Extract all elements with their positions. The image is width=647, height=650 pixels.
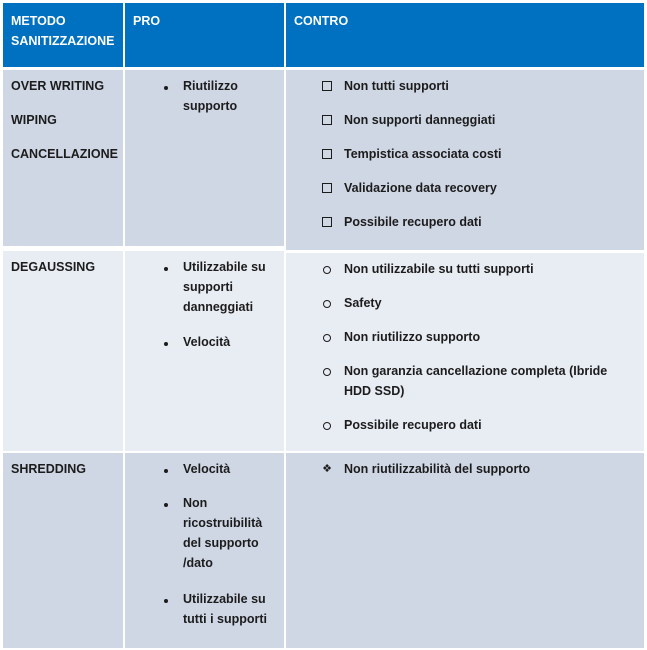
- row-shredding-pro-cell: [125, 453, 284, 648]
- pro-item-text: Velocità: [183, 335, 231, 349]
- contro-item-text: Validazione data recovery: [344, 181, 497, 195]
- method-label: CANCELLAZIONE: [11, 147, 118, 161]
- pro-item-text: Non: [183, 496, 208, 510]
- contro-item-text: Tempistica associata costi: [344, 147, 502, 161]
- pro-item-text: Velocità: [183, 462, 231, 476]
- contro-item: [320, 76, 449, 96]
- checkbox-square-icon: [322, 115, 332, 125]
- checkbox-square-icon: [322, 81, 332, 91]
- row-overwriting-method-cell: [3, 70, 123, 246]
- header-contro: CONTRO: [294, 14, 349, 28]
- method-label: SHREDDING: [11, 462, 87, 476]
- row-shredding-contro-cell: [286, 453, 644, 648]
- pro-item: [159, 459, 230, 479]
- pro-item-text: ricostruibilità: [183, 516, 263, 530]
- checkbox-square-icon: [322, 183, 332, 193]
- hollow-circle-icon: [323, 334, 331, 342]
- contro-item-text: Non riutilizzabilità del supporto: [344, 462, 531, 476]
- contro-item: [320, 178, 497, 198]
- header-pro-cell: [125, 3, 284, 67]
- header-pro: PRO: [133, 14, 161, 28]
- contro-item-text: Non tutti supporti: [344, 79, 449, 93]
- contro-item-text: HDD SSD): [344, 384, 405, 398]
- header-contro-cell: [286, 3, 644, 67]
- method-label: OVER WRITING: [11, 79, 105, 93]
- row-shredding-method-cell: [3, 453, 123, 648]
- hollow-circle-icon: [323, 422, 331, 430]
- four-diamond-icon: ❖: [322, 463, 332, 475]
- contro-item: [320, 293, 382, 313]
- row-overwriting-pro-cell: [125, 70, 284, 246]
- bullet-dot-icon: [164, 86, 168, 90]
- pro-item-text: /dato: [183, 556, 213, 570]
- pro-item: [159, 257, 266, 317]
- method-label: DEGAUSSING: [11, 260, 96, 274]
- header-metodo-cell: [3, 3, 123, 67]
- contro-item: [320, 327, 480, 347]
- bullet-dot-icon: [164, 599, 168, 603]
- method-label: WIPING: [11, 113, 57, 127]
- contro-item: [320, 459, 530, 479]
- header-metodo-line: METODO: [11, 14, 66, 28]
- contro-item-text: Possibile recupero dati: [344, 215, 482, 229]
- contro-item-text: Possibile recupero dati: [344, 418, 482, 432]
- contro-item-text: Non utilizzabile su tutti supporti: [344, 262, 534, 276]
- row-degaussing-pro-cell: [125, 251, 284, 451]
- pro-item: [159, 493, 262, 573]
- pro-item: [159, 332, 230, 352]
- bullet-dot-icon: [164, 469, 168, 473]
- contro-item: [320, 361, 607, 401]
- hollow-circle-icon: [323, 266, 331, 274]
- header-metodo-line: SANITIZZAZIONE: [11, 34, 115, 48]
- pro-item-text: del supporto: [183, 536, 259, 550]
- pro-item-text: Utilizzabile su: [183, 592, 266, 606]
- contro-item: [320, 415, 482, 435]
- contro-item: [320, 259, 534, 279]
- sanitization-table: [3, 3, 644, 648]
- bullet-dot-icon: [164, 342, 168, 346]
- checkbox-square-icon: [322, 149, 332, 159]
- pro-item-text: Utilizzabile su: [183, 260, 266, 274]
- contro-item-text: Non garanzia cancellazione completa (Ibride: [344, 364, 608, 378]
- bullet-dot-icon: [164, 267, 168, 271]
- pro-item: [159, 76, 238, 116]
- pro-item-text: tutti i supporti: [183, 612, 268, 626]
- pro-item-text: danneggiati: [183, 300, 254, 314]
- contro-item: [320, 212, 482, 232]
- row-degaussing-contro-cell: [286, 253, 644, 451]
- pro-item-text: supporti: [183, 280, 233, 294]
- hollow-circle-icon: [323, 300, 331, 308]
- bullet-dot-icon: [164, 503, 168, 507]
- hollow-circle-icon: [323, 368, 331, 376]
- contro-item: [320, 144, 501, 164]
- checkbox-square-icon: [322, 217, 332, 227]
- contro-item-text: Non riutilizzo supporto: [344, 330, 481, 344]
- pro-item-text: Riutilizzo: [183, 79, 238, 93]
- pro-item-text: supporto: [183, 99, 238, 113]
- pro-item: [159, 589, 267, 629]
- row-degaussing-method-cell: [3, 251, 123, 451]
- contro-item: [320, 110, 495, 130]
- row-overwriting-contro-cell: [286, 70, 644, 250]
- contro-item-text: Non supporti danneggiati: [344, 113, 496, 127]
- contro-item-text: Safety: [344, 296, 382, 310]
